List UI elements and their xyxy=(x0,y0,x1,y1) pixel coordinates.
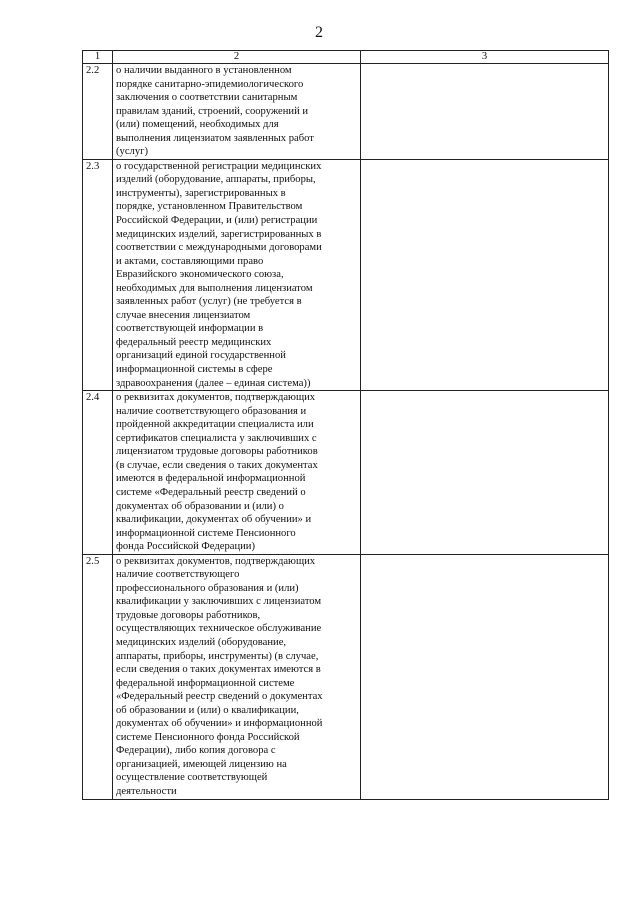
row-description: о реквизитах документов, подтверждающих наличие соответствующего профессионального образования и (или) квалификации у заключивших с лицензиатом трудовые договоры работников, осуществляющих техническое обслуживание медицинских изделий (оборудование, аппараты, приборы, инструменты) (в случае, если сведения о таких документах имеются в федеральной информационной системе «Федеральный реестр сведений о документах об образовании и (или) о квалификации, документах об обучении» и информационной системе Пенсионного фонда Российской Федерации), либо копия договора с организацией, имеющей лицензию на осуществление соответствующей деятельности xyxy=(113,554,361,799)
row-value-cell xyxy=(361,159,609,390)
table-row xyxy=(83,64,609,160)
row-number: 2.3 xyxy=(83,159,113,390)
row-value-cell xyxy=(361,64,609,160)
document-table xyxy=(82,50,609,800)
page-number: 2 xyxy=(315,24,323,41)
row-description: о государственной регистрации медицинских изделий (оборудование, аппараты, приборы, инструменты), зарегистрированных в порядке, установленном Правительством Российской Федерации, и (или) регистрации медицинских изделий, зарегистрированных в соответствии с международными договорами и актами, составляющими право Евразийского экономического союза, необходимых для выполнения лицензиатом заявленных работ (услуг) (не требуется в случае внесения лицензиатом соответствующей информации в федеральный реестр медицинских организаций единой государственной информационной системы в сфере здравоохранения (далее – единая система)) xyxy=(113,159,361,390)
column-header-1: 1 xyxy=(83,51,113,64)
row-value-cell xyxy=(361,554,609,799)
row-description: о реквизитах документов, подтверждающих наличие соответствующего образования и пройденной аккредитации специалиста или сертификатов специалиста у заключивших с лицензиатом трудовые договоры работников (в случае, если сведения о таких документах имеются в федеральной информационной системе «Федеральный реестр сведений о документах об образовании и (или) о квалификации, документах об обучении» и информационной системе Пенсионного фонда Российской Федерации) xyxy=(113,391,361,555)
column-header-3: 3 xyxy=(361,51,609,64)
table-row xyxy=(83,159,609,390)
row-description: о наличии выданного в установленном порядке санитарно-эпидемиологического заключения о соответствии санитарным правилам зданий, строений, сооружений и (или) помещений, необходимых для выполнения лицензиатом заявленных работ (услуг) xyxy=(113,64,361,160)
row-value-cell xyxy=(361,391,609,555)
row-number: 2.5 xyxy=(83,554,113,799)
table-row xyxy=(83,391,609,555)
table-header-row xyxy=(83,51,609,64)
table-row xyxy=(83,554,609,799)
row-number: 2.2 xyxy=(83,64,113,160)
column-header-2: 2 xyxy=(113,51,361,64)
row-number: 2.4 xyxy=(83,391,113,555)
